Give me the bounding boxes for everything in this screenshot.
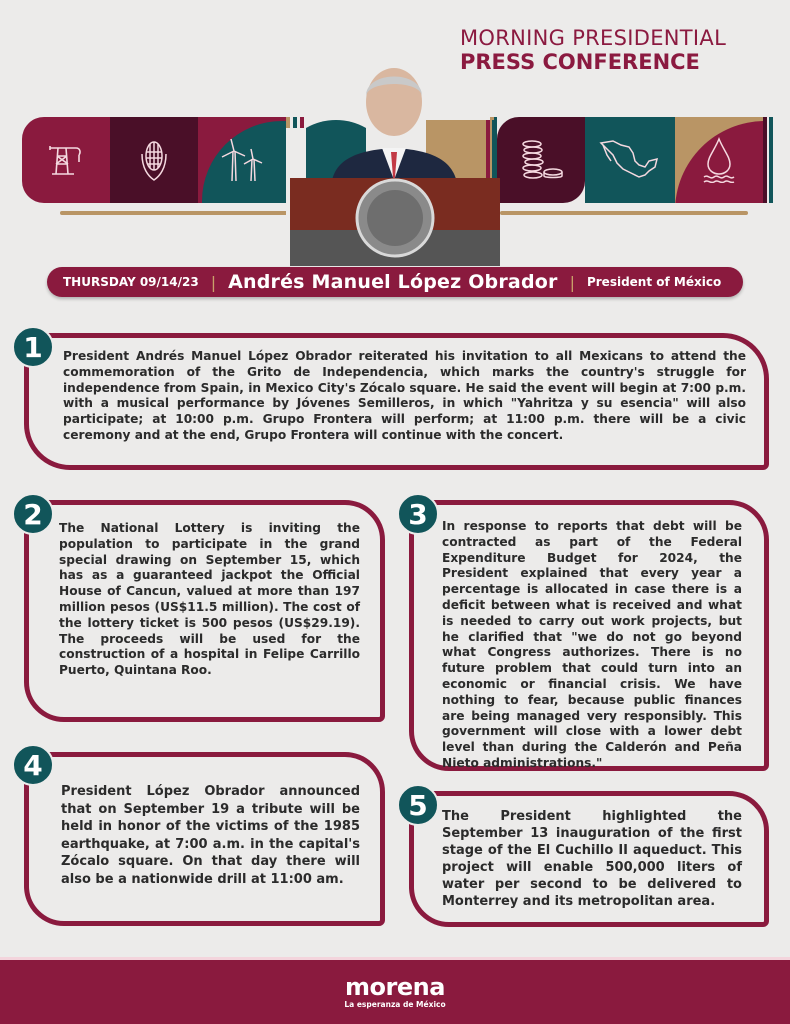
tile-corn [110,117,198,203]
item-number-badge: 2 [12,493,54,535]
morena-logo: morena [345,973,445,1001]
press-podium-photo [286,40,504,266]
item-number-badge: 1 [12,326,54,368]
tile-water [675,117,763,203]
footer-tagline: La esperanza de México [344,1000,446,1009]
news-item-1 [24,333,769,470]
banner-right [490,117,773,203]
water-drop-icon [702,137,736,183]
gold-divider-right [500,211,748,215]
item-number-badge: 4 [12,744,54,786]
title-line-1: MORNING PRESIDENTIAL [460,26,727,50]
tile-oil [22,117,110,203]
news-item-4 [24,752,385,926]
tile-map [585,117,675,203]
ribbon-separator: | [210,272,217,292]
news-item-5 [409,791,769,927]
footer [0,957,790,1024]
news-item-text: In response to reports that debt will be contracted as part of the Federal Expenditure Budget for 2024, the President explained that every year a percentage is allocated in case there is a deficit between what is received and what is needed to carry out work projects, but he clarified that "we do not go beyond what Congress authorizes. There is no future problem that could turn into an economic or financial crisis. We have nothing to fear, because public finances are being managed very responsibly. This government will close with a lower debt level than during the Calderón and Peña Nieto administrations." [442,519,742,770]
banner-left [22,117,304,203]
item-number-badge: 3 [397,493,439,535]
conference-date: THURSDAY 09/14/23 [63,275,199,289]
wind-turbine-icon [219,137,265,183]
news-item-2 [24,500,385,722]
tile-coins [497,117,585,203]
mexico-map-icon [599,139,661,181]
news-item-text: President Andrés Manuel López Obrador reiterated his invitation to all Mexicans to attend the commemoration of the Grito de Independencia, which marks the country's struggle for independence from Spain, in Mexico City's Zócalo square. He said the event will begin at 7:00 p.m. with a musical performance by Jóvenes Semilleros, in which "Yahritza y su esencia" will also participate; at 10:00 p.m. Grupo Frontera will perform; at 11:00 p.m. there will be a civic ceremony and at the end, Grupo Frontera will continue with the concert. [63,349,746,442]
speaker-role: President of México [586,275,722,289]
speaker-ribbon [47,267,743,297]
speaker-name: Andrés Manuel López Obrador [228,271,558,293]
item-number-badge: 5 [397,784,439,826]
tile-wind [198,117,286,203]
news-item-text: The National Lottery is inviting the population to participate in the grand special drawing on September 15, which has as a guaranteed jackpot the Official House of Cancun, valued at more than 197 million pesos (US$11.5 million). The cost of the lottery ticket is 500 pesos (US$29.19). The proceeds will be used for the construction of a hospital in Felipe Carrillo Puerto, Quintana Roo. [59,521,360,678]
corn-icon [136,138,172,182]
news-item-text: The President highlighted the September 13 inauguration of the first stage of the El Cuchillo II aqueduct. This project will enable 500,000 liters of water per second to be delivered to Monterrey and its metropolitan area. [442,809,742,909]
news-item-text: President López Obrador announced that on September 19 a tribute will be held in honor of the victims of the 1985 earthquake, at 7:00 a.m. in the capital's Zócalo square. On that day there will also be a nationwide drill at 11:00 am. [61,784,360,887]
title-line-2: PRESS CONFERENCE [460,50,700,74]
news-item-3 [409,500,769,771]
gold-divider-left [60,211,290,215]
oil-pump-icon [46,140,86,180]
ribbon-separator: | [569,272,575,292]
coins-icon [518,138,564,182]
